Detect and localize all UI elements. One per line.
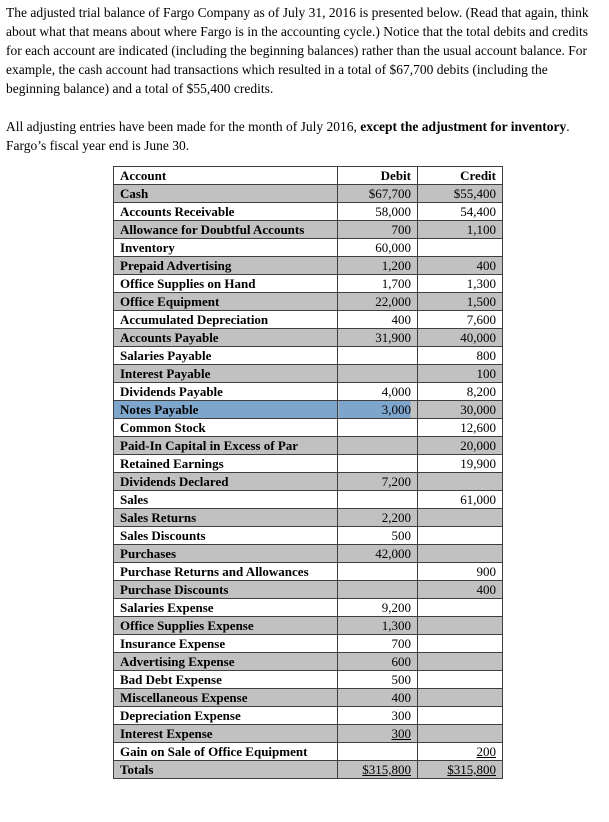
account-cell: Gain on Sale of Office Equipment: [114, 743, 338, 761]
table-header: [114, 167, 503, 185]
account-cell: Retained Earnings: [114, 455, 338, 473]
credit-cell: [418, 527, 503, 545]
credit-cell: 800: [418, 347, 503, 365]
debit-cell: 2,200: [338, 509, 418, 527]
account-cell: Dividends Payable: [114, 383, 338, 401]
debit-cell: 9,200: [338, 599, 418, 617]
account-cell: Office Supplies Expense: [114, 617, 338, 635]
account-cell: Interest Payable: [114, 365, 338, 383]
account-cell: Depreciation Expense: [114, 707, 338, 725]
account-cell: Purchase Discounts: [114, 581, 338, 599]
credit-cell: 1,100: [418, 221, 503, 239]
credit-cell: 100: [418, 365, 503, 383]
account-cell: Accounts Receivable: [114, 203, 338, 221]
account-cell: Dividends Declared: [114, 473, 338, 491]
debit-cell: 400: [338, 689, 418, 707]
table-row: [114, 365, 503, 383]
table-row: [114, 707, 503, 725]
account-cell: Bad Debt Expense: [114, 671, 338, 689]
account-cell: Notes Payable: [114, 401, 338, 419]
debit-cell: 500: [338, 671, 418, 689]
debit-cell: [338, 581, 418, 599]
header-row: [114, 167, 503, 185]
credit-cell: 40,000: [418, 329, 503, 347]
credit-cell: 400: [418, 257, 503, 275]
credit-cell: 20,000: [418, 437, 503, 455]
debit-cell: 1,300: [338, 617, 418, 635]
table-row: [114, 545, 503, 563]
account-cell: Insurance Expense: [114, 635, 338, 653]
account-column-header: Account: [114, 167, 338, 185]
table-row: [114, 581, 503, 599]
paragraph2-line2-text: Fargo’s fiscal year end is June 30.: [6, 138, 190, 153]
debit-cell: 22,000: [338, 293, 418, 311]
table-row: [114, 527, 503, 545]
credit-cell: 7,600: [418, 311, 503, 329]
debit-cell: [338, 491, 418, 509]
credit-cell: [418, 653, 503, 671]
debit-cell: [338, 563, 418, 581]
debit-cell: 4,000: [338, 383, 418, 401]
credit-cell: [418, 473, 503, 491]
account-cell: Common Stock: [114, 419, 338, 437]
account-cell: Advertising Expense: [114, 653, 338, 671]
credit-cell: 400: [418, 581, 503, 599]
debit-cell: 300: [338, 725, 418, 743]
account-cell: Sales Discounts: [114, 527, 338, 545]
debit-cell: 1,200: [338, 257, 418, 275]
credit-cell: 30,000: [418, 401, 503, 419]
credit-cell: 19,900: [418, 455, 503, 473]
account-cell: Purchases: [114, 545, 338, 563]
credit-cell: 8,200: [418, 383, 503, 401]
credit-cell: [418, 689, 503, 707]
debit-cell: 7,200: [338, 473, 418, 491]
trial-balance-table: [113, 166, 503, 779]
table-row: [114, 221, 503, 239]
table-row: [114, 671, 503, 689]
table-row: [114, 257, 503, 275]
table-row: [114, 635, 503, 653]
table-row-selected: [114, 401, 503, 419]
credit-cell: 1,500: [418, 293, 503, 311]
account-cell: Miscellaneous Expense: [114, 689, 338, 707]
credit-cell: [418, 707, 503, 725]
debit-column-header: Debit: [338, 167, 418, 185]
credit-cell: [418, 725, 503, 743]
account-cell: Paid-In Capital in Excess of Par: [114, 437, 338, 455]
credit-cell: [418, 635, 503, 653]
intro-paragraph-2: [6, 117, 603, 155]
debit-cell: 3,000: [338, 401, 418, 419]
account-cell: Allowance for Doubtful Accounts: [114, 221, 338, 239]
debit-cell: 700: [338, 221, 418, 239]
debit-cell: [338, 437, 418, 455]
debit-cell: 31,900: [338, 329, 418, 347]
credit-cell: 12,600: [418, 419, 503, 437]
credit-cell: 1,300: [418, 275, 503, 293]
credit-cell: 61,000: [418, 491, 503, 509]
debit-cell: 500: [338, 527, 418, 545]
credit-column-header: Credit: [418, 167, 503, 185]
table-row: [114, 311, 503, 329]
credit-cell: [418, 599, 503, 617]
debit-cell: 600: [338, 653, 418, 671]
account-cell: Inventory: [114, 239, 338, 257]
account-cell: Office Equipment: [114, 293, 338, 311]
credit-cell: [418, 617, 503, 635]
debit-cell: 400: [338, 311, 418, 329]
table-row: [114, 617, 503, 635]
table-row: [114, 743, 503, 761]
account-cell: Salaries Expense: [114, 599, 338, 617]
account-cell: Cash: [114, 185, 338, 203]
table-row: [114, 347, 503, 365]
credit-cell: $315,800: [418, 761, 503, 779]
intro-paragraph-1: The adjusted trial balance of Fargo Company as of July 31, 2016 is presented below. (Read that again, think about what that means about where Fargo is in the accounting cycle.) Notice that the total debits and credits for each account are indicated (including the beginning balances) rather than the usual account balance. For example, the cash account had transactions which resulted in a total of $67,700 debits (including the beginning balance) and a total of $55,400 credits.: [6, 5, 589, 96]
debit-cell: 42,000: [338, 545, 418, 563]
credit-cell: [418, 239, 503, 257]
debit-cell: 700: [338, 635, 418, 653]
paragraph2-bold-text: except the adjustment for inventory: [360, 119, 567, 134]
totals-row: [114, 761, 503, 779]
account-cell: Office Supplies on Hand: [114, 275, 338, 293]
debit-cell: [338, 419, 418, 437]
account-cell: Interest Expense: [114, 725, 338, 743]
table-row: [114, 203, 503, 221]
credit-cell: 200: [418, 743, 503, 761]
credit-cell: [418, 545, 503, 563]
table-row: [114, 599, 503, 617]
table-row: [114, 383, 503, 401]
table-row: [114, 455, 503, 473]
table-row: [114, 419, 503, 437]
account-cell: Sales Returns: [114, 509, 338, 527]
account-cell: Purchase Returns and Allowances: [114, 563, 338, 581]
table-row: [114, 239, 503, 257]
account-cell: Salaries Payable: [114, 347, 338, 365]
table-row: [114, 563, 503, 581]
table-row: [114, 275, 503, 293]
table-row: [114, 725, 503, 743]
table-row: [114, 689, 503, 707]
account-cell: Sales: [114, 491, 338, 509]
table-row: [114, 473, 503, 491]
debit-cell: [338, 743, 418, 761]
account-cell: Prepaid Advertising: [114, 257, 338, 275]
debit-cell: 58,000: [338, 203, 418, 221]
credit-cell: [418, 671, 503, 689]
debit-cell: 300: [338, 707, 418, 725]
table-row: [114, 185, 503, 203]
account-cell: Accumulated Depreciation: [114, 311, 338, 329]
paragraph2-pre-text: All adjusting entries have been made for the month of July 2016,: [6, 119, 361, 134]
table-row: [114, 329, 503, 347]
debit-cell: $67,700: [338, 185, 418, 203]
debit-cell: [338, 365, 418, 383]
debit-cell: $315,800: [338, 761, 418, 779]
debit-cell: 1,700: [338, 275, 418, 293]
credit-cell: 900: [418, 563, 503, 581]
credit-cell: 54,400: [418, 203, 503, 221]
table-row: [114, 509, 503, 527]
paragraph2-post-text: .: [566, 119, 570, 134]
table-row: [114, 653, 503, 671]
table-row: [114, 437, 503, 455]
account-cell: Accounts Payable: [114, 329, 338, 347]
account-cell: Totals: [114, 761, 338, 779]
table-row: [114, 293, 503, 311]
debit-cell: [338, 455, 418, 473]
table-row: [114, 491, 503, 509]
credit-cell: [418, 509, 503, 527]
debit-cell: 60,000: [338, 239, 418, 257]
credit-cell: $55,400: [418, 185, 503, 203]
trial-balance-body: [114, 185, 503, 779]
debit-cell: [338, 347, 418, 365]
